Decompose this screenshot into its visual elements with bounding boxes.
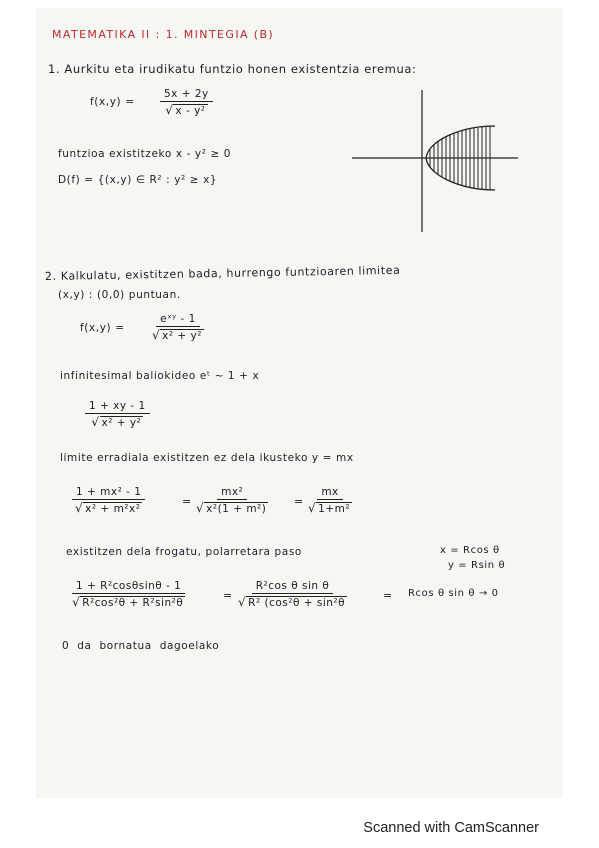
exercise-1-statement: 1. Aurkitu eta irudikatu funtzio honen existentzia eremua: bbox=[48, 62, 417, 76]
ex2-radial-fraction-2 bbox=[196, 486, 268, 515]
ex1-function-fraction bbox=[160, 88, 213, 117]
ex2-infinitesimal: infinitesimal baliokideo eᵗ ~ 1 + x bbox=[60, 370, 260, 382]
ex2-polar-1-den-wrap bbox=[72, 594, 185, 609]
exercise-2-statement-line2: (x,y) : (0,0) puntuan. bbox=[58, 289, 181, 301]
equals-sign: = bbox=[294, 495, 304, 508]
ex2-polar-1-num: 1 + R²cosθsinθ - 1 bbox=[72, 580, 185, 594]
exercise-2-statement-line1: 2. Kalkulatu, existitzen bada, hurrengo funtzioaren limitea bbox=[44, 263, 401, 283]
ex2-function-fraction bbox=[152, 313, 204, 342]
ex2-radial-fraction-1 bbox=[72, 486, 145, 515]
page-title: MATEMATIKA II : 1. MINTEGIA (B) bbox=[52, 28, 275, 41]
equals-sign: = bbox=[383, 589, 393, 602]
domain-sketch bbox=[350, 86, 520, 236]
ex2-radial-2-den-wrap bbox=[196, 500, 268, 515]
ex2-polar-y: y = Rsin θ bbox=[448, 560, 506, 571]
ex2-radial-fraction-3 bbox=[308, 486, 352, 515]
ex2-polar-2-num: R²cos θ sin θ bbox=[252, 580, 334, 594]
ex2-polar-text: existitzen dela frogatu, polarretara paso bbox=[66, 546, 302, 558]
ex2-radial-1-num: 1 + mx² - 1 bbox=[72, 486, 145, 500]
equals-sign: = bbox=[223, 589, 233, 602]
ex2-numerator: eˣʸ - 1 bbox=[156, 313, 200, 327]
ex1-denominator-wrap bbox=[165, 102, 207, 117]
ex2-polar-fraction-1 bbox=[72, 580, 185, 609]
ex2-eq-denominator-wrap bbox=[91, 414, 143, 429]
ex2-denominator: x² + y² bbox=[162, 330, 202, 342]
ex2-radial-3-den-wrap bbox=[308, 500, 352, 515]
ex1-numerator: 5x + 2y bbox=[160, 88, 213, 102]
ex2-radial-1-den: x² + m²x² bbox=[85, 503, 141, 515]
sqrt-symbol: √ bbox=[238, 595, 247, 609]
ex2-radial-1-den-wrap bbox=[75, 500, 142, 515]
ex2-equivalent-fraction bbox=[85, 400, 150, 429]
ex2-radial-2-num: mx² bbox=[217, 486, 247, 500]
ex1-denominator: x - y² bbox=[175, 105, 206, 117]
ex2-eq-denominator: x² + y² bbox=[101, 417, 142, 429]
sqrt-symbol: √ bbox=[75, 501, 84, 515]
camscanner-watermark: Scanned with CamScanner bbox=[363, 820, 539, 836]
ex2-polar-2-den: R² (cos²θ + sin²θ bbox=[248, 597, 346, 609]
equals-sign: = bbox=[182, 495, 192, 508]
ex2-radial-2-den: x²(1 + m²) bbox=[206, 503, 267, 515]
ex2-radial-3-den: 1+m² bbox=[318, 503, 351, 515]
ex1-condition: funtzioa existitzeko x - y² ≥ 0 bbox=[58, 148, 232, 160]
sqrt-symbol: √ bbox=[308, 501, 317, 515]
ex1-domain: D(f) = {(x,y) ∈ R² : y² ≥ x} bbox=[58, 174, 218, 186]
sqrt-symbol: √ bbox=[196, 501, 205, 515]
sqrt-symbol: √ bbox=[72, 595, 81, 609]
ex2-polar-x: x = Rcos θ bbox=[440, 545, 500, 556]
ex2-denominator-wrap bbox=[152, 327, 204, 342]
ex2-eq-numerator: 1 + xy - 1 bbox=[85, 400, 150, 414]
ex2-conclusion: 0 da bornatua dagoelako bbox=[62, 640, 220, 652]
ex2-directional-text: limite erradiala existitzen ez dela ikusteko y = mx bbox=[60, 452, 354, 464]
sqrt-symbol: √ bbox=[91, 415, 100, 429]
ex2-polar-fraction-2 bbox=[238, 580, 347, 609]
ex2-polar-2-den-wrap bbox=[238, 594, 347, 609]
ex2-polar-1-den: R²cos²θ + R²sin²θ bbox=[82, 597, 184, 609]
sqrt-symbol: √ bbox=[165, 103, 174, 117]
ex2-radial-3-num: mx bbox=[317, 486, 342, 500]
ex1-function-label: f(x,y) = bbox=[90, 96, 135, 108]
ex2-function-label: f(x,y) = bbox=[80, 322, 125, 334]
ex2-polar-result: Rcos θ sin θ → 0 bbox=[408, 588, 499, 599]
sqrt-symbol: √ bbox=[152, 328, 161, 342]
